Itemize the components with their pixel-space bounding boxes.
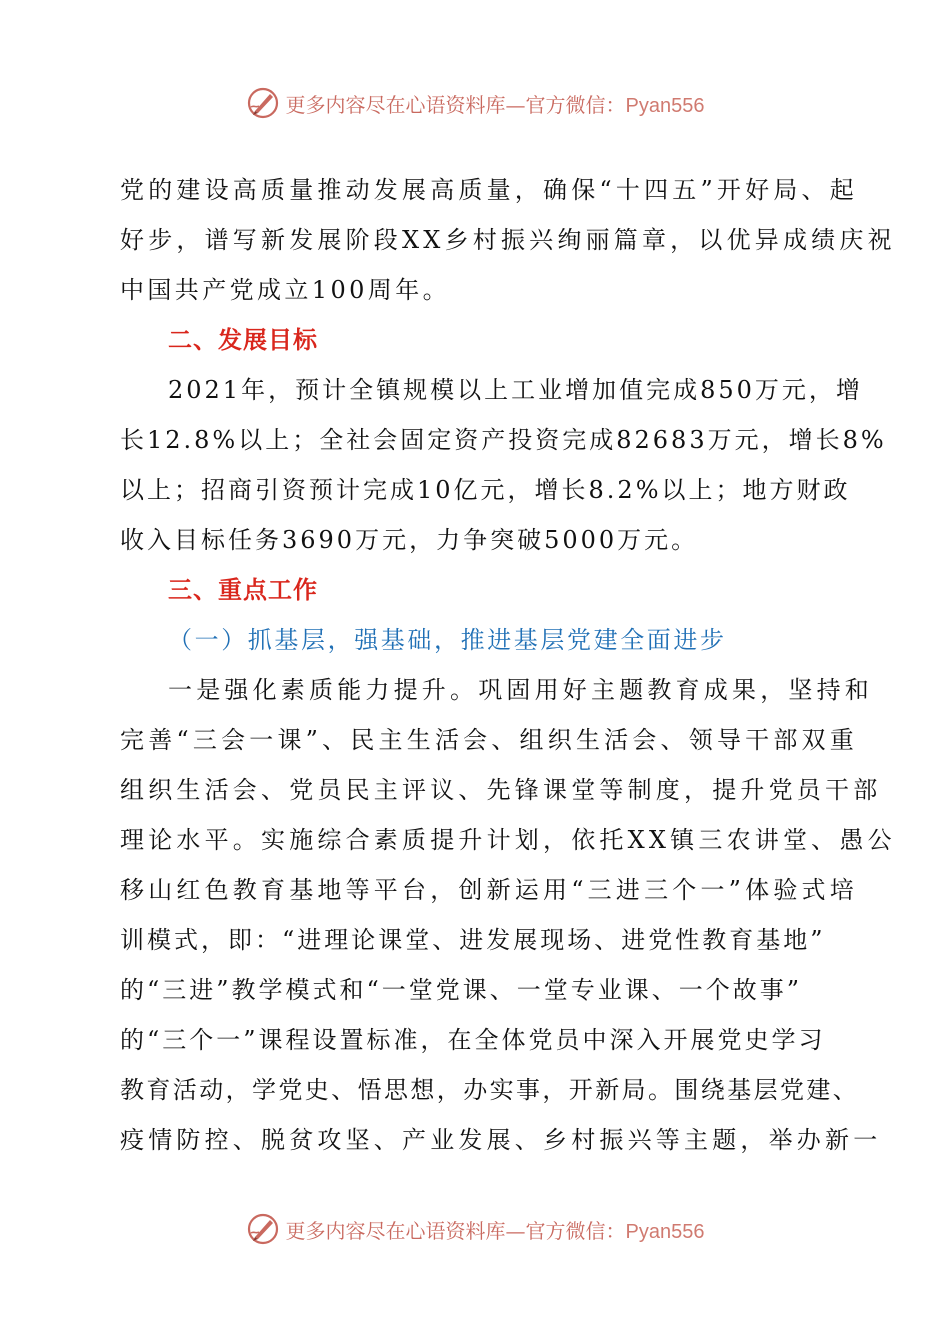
paragraph-line: 收入目标任务3690万元，力争突破5000万元。 [120, 526, 699, 554]
subsection-heading: （一）抓基层，强基础，推进基层党建全面进步 [168, 626, 727, 654]
paragraph-line: 疫情防控、脱贫攻坚、产业发展、乡村振兴等主题，举办新一 [120, 1126, 882, 1154]
paragraph-line: 教育活动，学党史、悟思想，办实事，开新局。围绕基层党建、 [120, 1076, 860, 1104]
paragraph-line: 好步，谱写新发展阶段XX乡村振兴绚丽篇章，以优异成绩庆祝 [120, 226, 896, 254]
paragraph-line: 中国共产党成立100周年。 [120, 276, 451, 304]
paragraph-line: 2021年，预计全镇规模以上工业增加值完成850万元，增 [168, 376, 863, 404]
section-heading-key-work: 三、重点工作 [168, 576, 318, 604]
footer-watermark [0, 1212, 950, 1246]
document-body [120, 165, 896, 1165]
paragraph-line: 理论水平。实施综合素质提升计划，依托XX镇三农讲堂、愚公 [120, 826, 896, 854]
paragraph-line: 的“三进”教学模式和“一堂党课、一堂专业课、一个故事” [120, 976, 803, 1004]
section-heading-goals: 二、发展目标 [168, 326, 318, 354]
paragraph-line: 一是强化素质能力提升。巩固用好主题教育成果，坚持和 [168, 676, 873, 704]
paragraph-line: 组织生活会、党员民主评议、先锋课堂等制度，提升党员干部 [120, 776, 882, 804]
watermark-text: 更多内容尽在心语资料库—官方微信：Pyan556 [285, 1218, 705, 1243]
watermark-text: 更多内容尽在心语资料库—官方微信：Pyan556 [285, 92, 705, 117]
pen-logo-icon [246, 1212, 280, 1246]
paragraph-line: 长12.8%以上；全社会固定资产投资完成82683万元，增长8% [120, 426, 887, 454]
paragraph-line: 以上；招商引资预计完成10亿元，增长8.2%以上；地方财政 [120, 476, 851, 504]
paragraph-line: 训模式，即：“进理论课堂、进发展现场、进党性教育基地” [120, 926, 826, 954]
paragraph-line: 的“三个一”课程设置标准，在全体党员中深入开展党史学习 [120, 1026, 826, 1054]
paragraph-line: 移山红色教育基地等平台，创新运用“三进三个一”体验式培 [120, 876, 858, 904]
header-watermark [0, 86, 950, 120]
paragraph-line: 党的建设高质量推动发展高质量，确保“十四五”开好局、起 [120, 176, 858, 204]
paragraph-line: 完善“三会一课”、民主生活会、组织生活会、领导干部双重 [120, 726, 858, 754]
pen-logo-icon [246, 86, 280, 120]
